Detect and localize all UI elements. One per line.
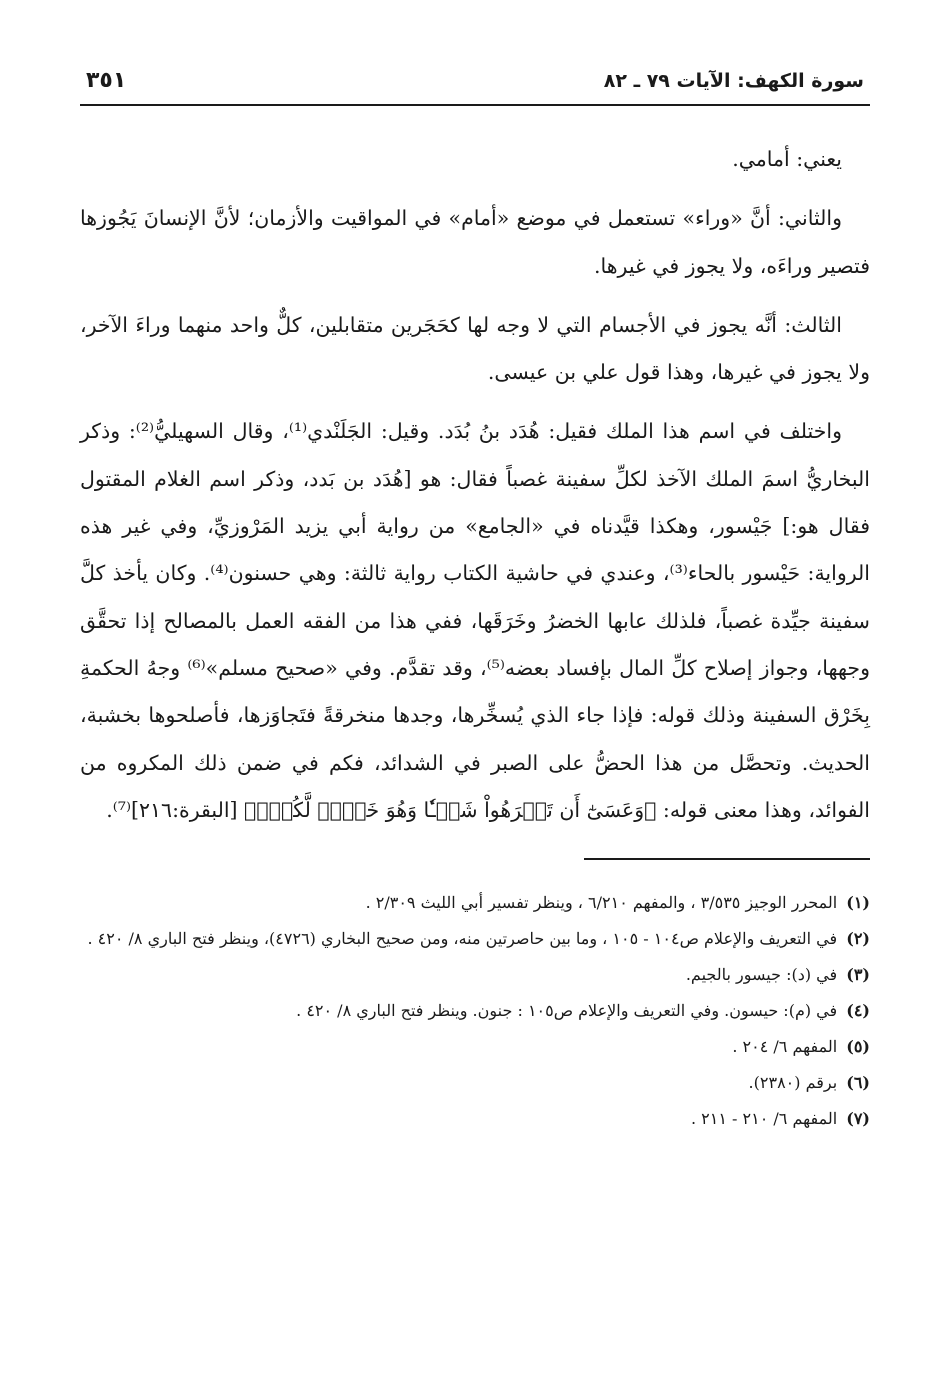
- footnote-label: (٧): [846, 1109, 870, 1129]
- footnote: [80, 924, 870, 953]
- footnote: [80, 888, 870, 917]
- footnote: [80, 1032, 870, 1061]
- running-header: [80, 60, 870, 106]
- footnote-text: في التعريف والإعلام ص١٠٤ - ١٠٥ ، وما بين حاصرتين منه، ومن صحيح البخاري (٤٧٢٦)، وينظر فتح الباري ٨/ ٤٢٠ .: [87, 929, 838, 949]
- paragraph: يعني: أمامي.: [732, 147, 842, 171]
- paragraph: الثالث: أنَّه يجوز في الأجسام التي لا وجه لها كحَجَرين متقابلين، كلٌّ واحد منهما وراءَ الآخر، ولا يجوز في غيرها، وهذا قول علي بن عيسى.: [80, 312, 870, 385]
- footnote-text: المفهم ٦/ ٢١٠ - ٢١١ .: [690, 1109, 838, 1129]
- footnote-label: (٣): [846, 965, 870, 985]
- footnote: [80, 1068, 870, 1097]
- footnote-text: المحرر الوجيز ٣/٥٣٥ ، والمفهم ٦/٢١٠ ، وينظر تفسير أبي الليث ٢/٣٠٩ .: [365, 893, 838, 913]
- footnote-label: (٤): [846, 1001, 870, 1021]
- footnote: [80, 996, 870, 1025]
- footnote-divider: [584, 858, 870, 860]
- footnote-text: المفهم ٦/ ٢٠٤ .: [732, 1037, 838, 1057]
- footnote-text: في (د): جيسور بالجيم.: [685, 965, 838, 985]
- page-number: ٣٥١: [86, 68, 127, 93]
- footnote-label: (٥): [846, 1037, 870, 1057]
- footnote-text: في (م): حيسون. وفي التعريف والإعلام ص١٠٥ : جنون. وينظر فتح الباري ٨/ ٤٢٠ .: [296, 1001, 838, 1021]
- book-page: [80, 60, 870, 1360]
- footnote: [80, 960, 870, 989]
- footnote: [80, 1104, 870, 1133]
- paragraph: والثاني: أنَّ «وراء» تستعمل في موضع «أمام» في المواقيت والأزمان؛ لأنَّ الإنسانَ يَجُوزها فتصير وراءَه، ولا يجوز في غيرها.: [80, 206, 870, 278]
- footnote-label: (٢): [846, 929, 870, 949]
- main-text: [80, 136, 870, 834]
- paragraph: واختلف في اسم هذا الملك فقيل: هُدَد بنُ بُدَد. وقيل: الجَلَنْدي⁽¹⁾، وقال السهيليُّ⁽²⁾: وذكر البخاريُّ اسمَ الملك الآخذ لكلِّ سفينة غصباً فقال: هو [هُدَد بن بَدد، وذكر اسم الغلام المقتول فقال هو:] جَيْسور، وهكذا قيَّدناه في «الجامع» من رواية أبي يزيد المَرْوزيِّ، وفي غير هذه الرواية: حَيْسور بالحاء⁽³⁾، وعندي في حاشية الكتاب رواية ثالثة: وهي حسنون⁽⁴⁾. وكان يأخذ كلَّ سفينة جيِّدة غصباً، فلذلك عابها الخضرُ وخَرَقَها، ففي هذا من الفقه العمل بالمصالح إذا تحقَّق وجهها، وجواز إصلاح كلِّ المال بإفساد بعضه⁽⁵⁾، وقد تقدَّم. وفي «صحيح مسلم»⁽⁶⁾ وجهُ الحكمةِ بِخَرْق السفينة وذلك قوله: فإذا جاء الذي يُسخِّرها، وجدها منخرقةً فتَجاوَزها، فأصلحوها بخشبة، الحديث. وتحصَّل من هذا الحضُّ على الصبر في الشدائد، فكم في ضمن ذلك المكروه من الفوائد، وهذا معنى قوله: ﴿وَعَسَىٰٓ أَن تَكۡرَهُواْ شَيۡـٔٗا وَهُوَ خَيۡرٞ لَّكُمۡۖ﴾ [البقرة:٢١٦]⁽⁷⁾.: [80, 419, 870, 822]
- footnote-label: (٦): [846, 1073, 870, 1093]
- footnote-label: (١): [846, 893, 870, 913]
- chapter-title: سورة الكهف: الآيات ٧٩ ـ ٨٢: [603, 70, 864, 92]
- footnote-text: برقم (٢٣٨٠).: [748, 1073, 838, 1093]
- footnotes: [80, 888, 870, 1133]
